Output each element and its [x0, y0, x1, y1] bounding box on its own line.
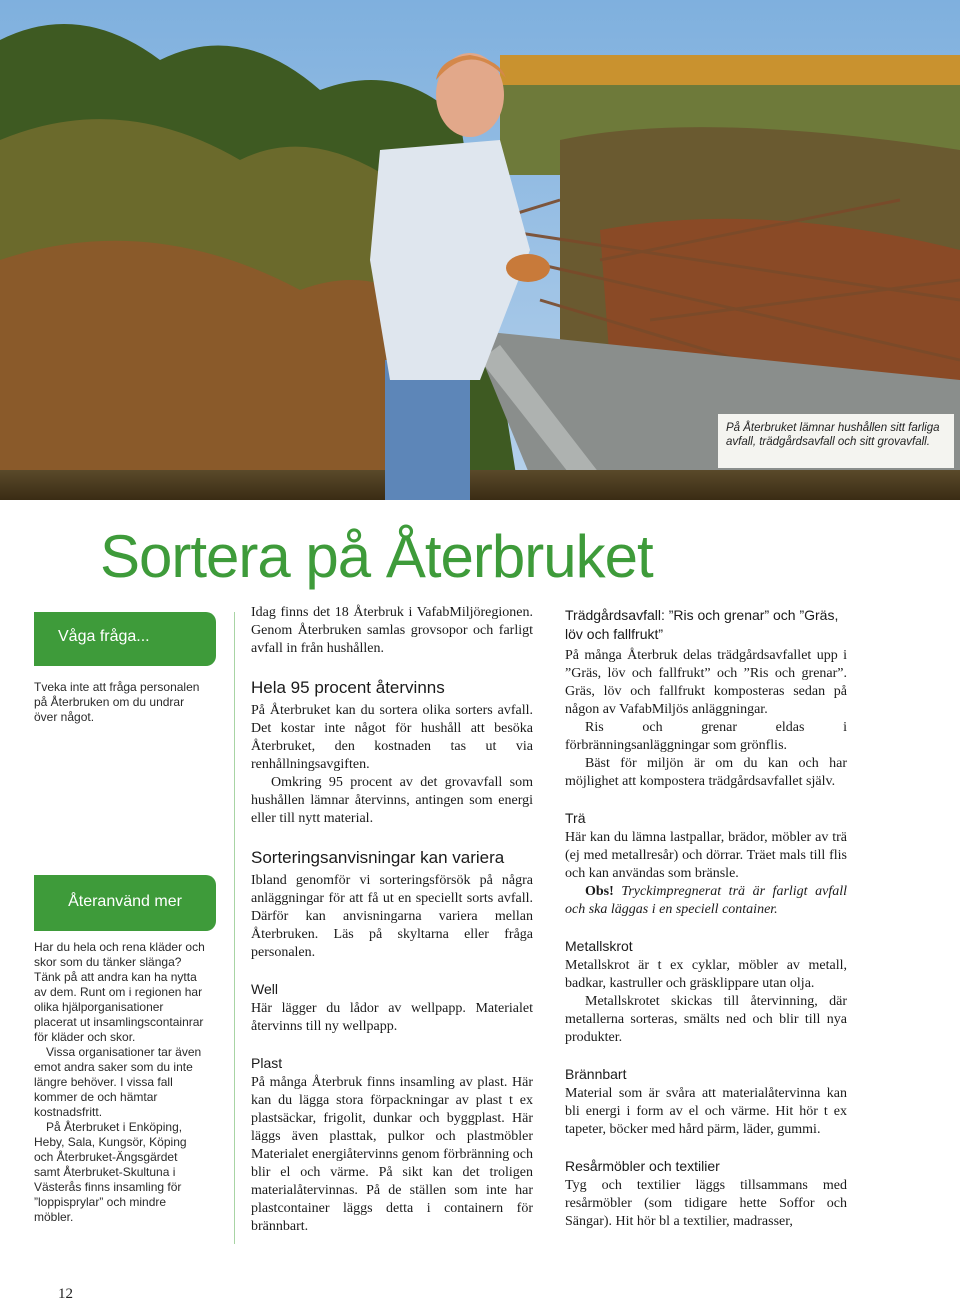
body-paragraph: Metallskrot är t ex cyklar, möbler av metall, badkar, kastruller och gräsklippare utan olja.	[565, 958, 847, 991]
column-divider	[234, 612, 235, 1244]
body-paragraph: Tyg och textilier läggs tillsammans med resårmöbler (som tidigare hette Soffor och Sängar). Hit hör bl a textilier, madrasser,	[565, 1178, 847, 1229]
sidebar-heading-ask: Våga fråga...	[34, 612, 216, 666]
body-paragraph: Här kan du lämna lastpallar, brädor, möbler av trä (ej med metallresår) och dörrar. Träet mals till flis och kan användas som bränsle.	[565, 830, 847, 881]
heading-garden-waste: Trädgårdsavfall: ”Ris och grenar” och ”Gräs, löv och fallfrukt”	[565, 607, 839, 642]
obs-label: Obs!	[585, 884, 614, 899]
photo-caption: På Återbruket lämnar hushållen sitt farliga avfall, trädgårdsavfall och sitt grovavfall.	[718, 414, 954, 468]
obs-paragraph	[565, 883, 847, 919]
heading-furniture-textiles: Resårmöbler och textilier	[565, 1158, 720, 1174]
body-paragraph: Ibland genomför vi sorteringsförsök på några anläggningar för att få ut en speciellt sorts avfall. Därför kan anvisningarna variera mellan Återbruken. Läs på skyltarna eller fråga personalen.	[251, 873, 533, 960]
body-paragraph: Här lägger du lådor av wellpapp. Materialet återvinns till ny wellpapp.	[251, 1001, 533, 1034]
sidebar-reuse-paragraph: Har du hela och rena kläder och skor som du tänker slänga? Tänk på att andra kan ha nytta av dem. Runt om i regionen har olika hjälporganisationer placerat ut insamlingscontainrar för kläder och skor.	[34, 940, 205, 1044]
middle-column	[251, 604, 533, 1236]
body-paragraph: Ris och grenar eldas i förbränningsanläggningar som grönflis.	[565, 720, 847, 753]
sidebar-text-reuse	[34, 940, 206, 1225]
body-paragraph: På många Återbruk finns insamling av plast. Här kan du lägga stora förpackningar av plast t ex plastsäckar, frigolit, dunkar och byggplast. Här läggs även plasttak, pulkor och plastmöbler Materialet energiåtervinns genom förbränning och blir el och värme. På sikt kan det troligen materialåtervinnas. På de ställen som inte har plastcontainer läggs detta i containern för brännbart.	[251, 1075, 533, 1234]
sidebar-text-ask	[34, 680, 206, 725]
body-paragraph: Bäst för miljön är om du kan och har möjlighet att kompostera trädgårdsavfallet själv.	[565, 756, 847, 789]
body-paragraph: På Återbruket kan du sortera olika sorters avfall. Det kostar inte något för hushåll att besöka Återbruket, den kostnaden tas ut via renhållningsavgiften.	[251, 703, 533, 772]
sidebar-ask-paragraph: Tveka inte att fråga personalen på Återbruken om du undrar över något.	[34, 680, 200, 724]
heading-sorting-instructions: Sorteringsanvisningar kan variera	[251, 848, 505, 867]
page-number: 12	[58, 1286, 73, 1302]
body-paragraph: På många Återbruk delas trädgårdsavfallet upp i ”Gräs, löv och fallfrukt” och ”Ris och grenar”. Gräs, löv och fallfrukt komposteras sedan på någon av VafabMiljös anläggningar.	[565, 648, 847, 717]
right-column	[565, 604, 847, 1231]
sidebar-reuse-paragraph: På Återbruket i Enköping, Heby, Sala, Kungsör, Köping och Återbruket-Ängsgärdet samt Återbruket-Skultuna i Västerås finns insamling för ”loppisprylar” och mindre möbler.	[34, 1120, 187, 1224]
body-paragraph: Omkring 95 procent av det grovavfall som hushållen lämnar återvinns, antingen som energi eller till nytt material.	[251, 775, 533, 826]
intro-paragraph: Idag finns det 18 Återbruk i VafabMiljöregionen. Genom Återbruken samlas grovsopor och farligt avfall in från hushållen.	[251, 605, 533, 656]
sidebar-reuse-paragraph: Vissa organisationer tar även emot andra saker som du inte längre behöver. I vissa fall kommer de och hämtar kostnadsfritt.	[34, 1045, 202, 1119]
page-title: Sortera på Återbruket	[100, 523, 653, 590]
body-paragraph: Material som är svåra att materialåtervinna kan bli energi i form av el och värme. Hit hör t ex tapeter, böcker med hård pärm, läder, gummi.	[565, 1086, 847, 1137]
heading-well: Well	[251, 981, 278, 997]
heading-wood: Trä	[565, 810, 586, 826]
sidebar-heading-reuse: Återanvänd mer	[34, 875, 216, 931]
heading-plast: Plast	[251, 1055, 283, 1071]
body-paragraph: Metallskrotet skickas till återvinning, där metallerna sorteras, smälts ned och blir till nya produkter.	[565, 994, 847, 1045]
heading-recycled: Hela 95 procent återvinns	[251, 678, 445, 697]
heading-metal: Metallskrot	[565, 938, 633, 954]
sidebar	[34, 612, 216, 1224]
obs-text: Tryckimpregnerat trä är farligt avfall och ska läggas i en speciell container.	[565, 884, 847, 917]
heading-combustible: Brännbart	[565, 1066, 627, 1082]
